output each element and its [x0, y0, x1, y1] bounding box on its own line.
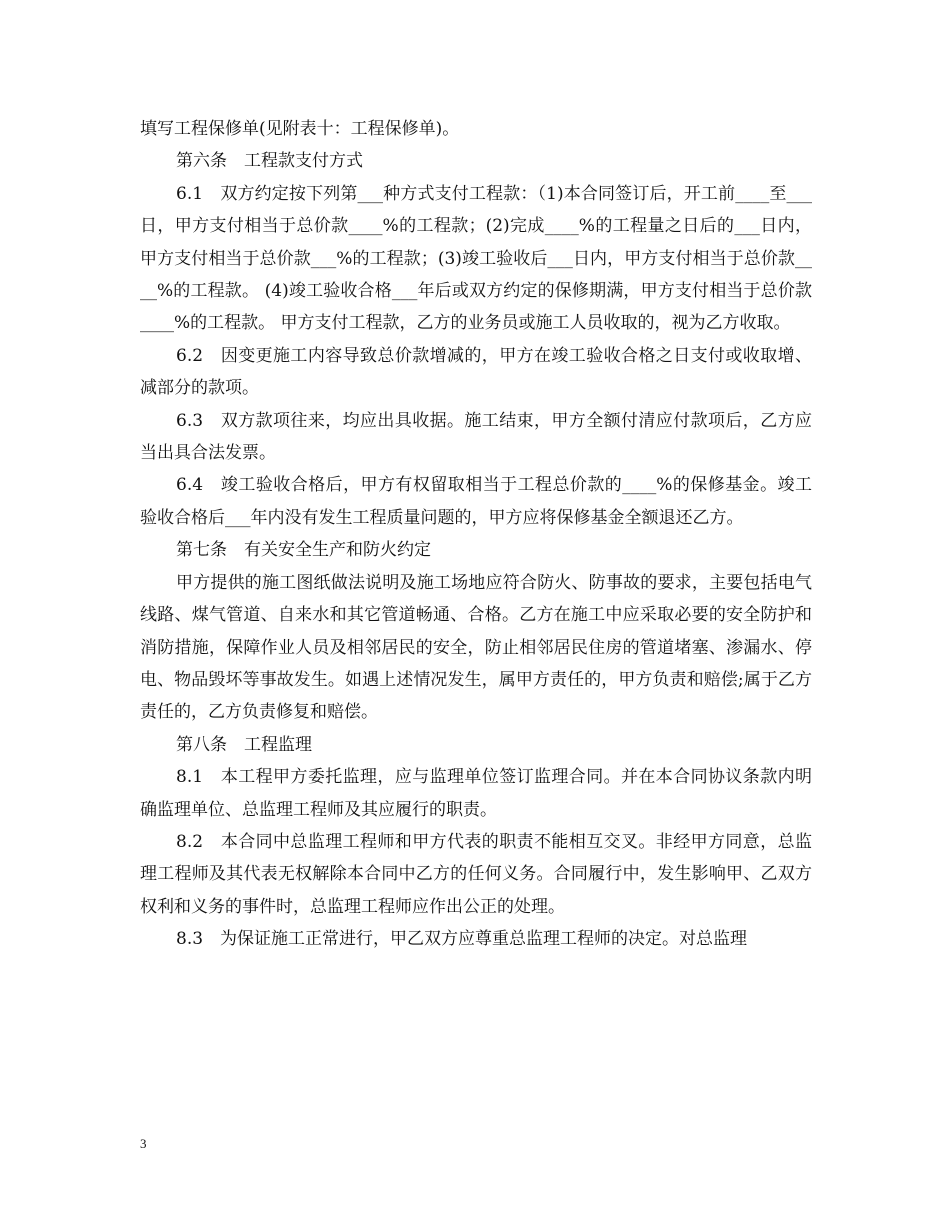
section-heading-8: 第八条 工程监理 — [176, 734, 312, 755]
page-number: 3 — [140, 1136, 147, 1151]
paragraph: 8.3 为保证施工正常进行，甲乙双方应尊重总监理工程师的决定。对总监理 — [176, 929, 748, 950]
paragraph: 6.4 竣工验收合格后，甲方有权留取相当于工程总价款的____%的保修基金。竣工验收合格后___年内没有发生工程质量问题的，甲方应将保修基金全额退还乙方。 — [140, 475, 812, 528]
paragraph: 6.1 双方约定按下列第___种方式支付工程款：（1)本合同签订后，开工前____至___日，甲方支付相当于总价款____%的工程款；(2)完成____%的工程量之日后的___日内，甲方支付相当于总价款___%的工程款；(3)竣工验收后___日内，甲方支付相当于总价款____%的工程款。 (4)竣工验收合格___年后或双方约定的保修期满，甲方支付相当于总价款____%的工程款。 甲方支付工程款，乙方的业务员或施工人员收取的，视为乙方收取。 — [140, 183, 812, 334]
paragraph: 6.3 双方款项往来，均应出具收据。施工结束，甲方全额付清应付款项后，乙方应当出具合法发票。 — [140, 410, 812, 464]
paragraph: 6.2 因变更施工内容导致总价款增减的，甲方在竣工验收合格之日支付或收取增、减部分的款项。 — [140, 345, 812, 399]
paragraph: 8.1 本工程甲方委托监理，应与监理单位签订监理合同。并在本合同协议条款内明确监理单位、总监理工程师及其应履行的职责。 — [140, 767, 812, 820]
paragraph: 甲方提供的施工图纸做法说明及施工场地应符合防火、防事故的要求，主要包括电气线路、煤气管道、自来水和其它管道畅通、合格。乙方在施工中应采取必要的安全防护和消防措施，保障作业人员及相邻居民的安全，防止相邻居民住房的管道堵塞、渗漏水、停电、物品毁坏等事故发生。如遇上述情况发生，属甲方责任的，甲方负责和赔偿;属于乙方责任的，乙方负责修复和赔偿。 — [140, 572, 812, 723]
paragraph: 8.2 本合同中总监理工程师和甲方代表的职责不能相互交叉。非经甲方同意，总监理工程师及其代表无权解除本合同中乙方的任何义务。合同履行中，发生影响甲、乙双方权利和义务的事件时，总监理工程师应作出公正的处理。 — [140, 831, 812, 917]
document-body — [140, 113, 812, 956]
section-heading-7: 第七条 有关安全生产和防火约定 — [176, 540, 431, 561]
paragraph: 填写工程保修单(见附表十：工程保修单)。 — [140, 119, 460, 139]
section-heading-6: 第六条 工程款支付方式 — [176, 151, 363, 172]
